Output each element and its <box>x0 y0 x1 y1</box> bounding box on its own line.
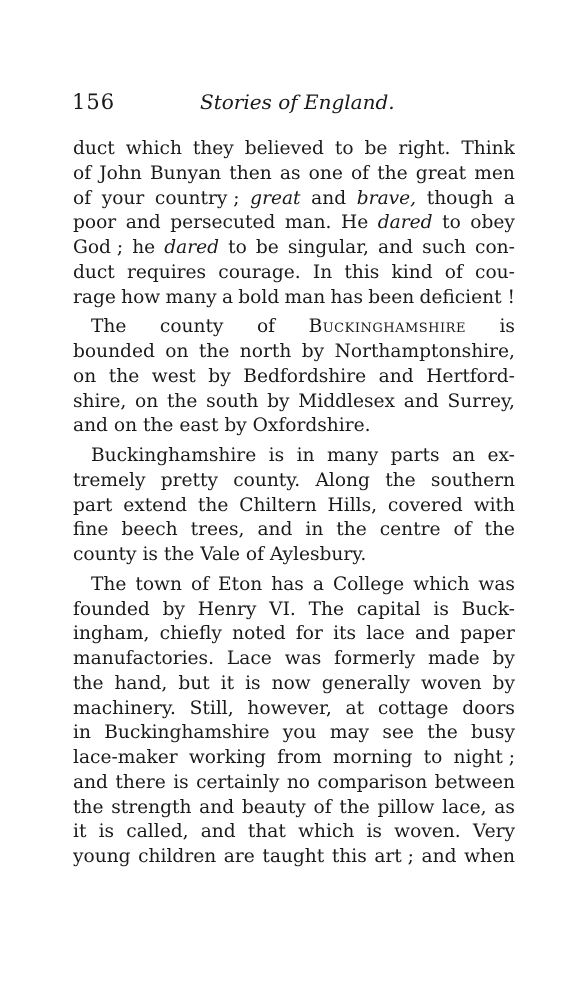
word: by <box>492 648 515 669</box>
word: it <box>220 672 235 694</box>
word: and <box>257 519 293 541</box>
word: Still, <box>189 697 234 719</box>
word: has <box>271 573 304 595</box>
body-text <box>73 137 515 870</box>
word: taught <box>262 846 325 867</box>
word: duct <box>73 138 115 159</box>
word: pretty <box>160 469 218 491</box>
text-line <box>73 340 515 365</box>
text-line <box>73 236 515 261</box>
word: of <box>73 187 92 209</box>
word: Henry <box>197 598 257 620</box>
word: capital <box>356 598 421 620</box>
word: Bunyan <box>149 162 222 184</box>
word: persecuted <box>170 212 276 234</box>
word: the <box>197 494 229 516</box>
word: and <box>378 365 414 387</box>
word: lace, <box>442 796 487 818</box>
word: there <box>115 771 166 793</box>
word: children <box>138 846 217 867</box>
word: by <box>162 598 186 620</box>
word: a <box>503 187 515 209</box>
word: this <box>344 261 380 283</box>
word: courage. <box>218 261 301 283</box>
word: a <box>312 573 324 595</box>
word: woven <box>420 672 482 694</box>
word: extend <box>123 494 188 516</box>
word: hand, <box>114 672 168 694</box>
word: beauty <box>241 796 306 818</box>
word: Very <box>472 821 515 843</box>
word: on <box>73 365 97 387</box>
word: singular, <box>287 237 369 258</box>
word: God ; <box>73 237 124 258</box>
word: Hills, <box>327 494 378 516</box>
word: was <box>284 648 322 669</box>
word: which <box>125 138 182 159</box>
word: rage <box>73 286 116 308</box>
word: busy <box>471 722 515 744</box>
text-line <box>73 187 515 212</box>
text-line <box>73 390 515 415</box>
text-line <box>73 162 515 187</box>
word: great <box>415 162 467 184</box>
word: many <box>327 445 379 466</box>
word: In <box>312 261 333 283</box>
word: is <box>433 598 449 620</box>
word: ingham, <box>73 623 150 645</box>
word: the <box>427 722 458 744</box>
text-line <box>73 820 515 845</box>
word: machinery. <box>73 697 176 719</box>
word: is <box>173 771 189 793</box>
word: brave, <box>356 187 417 209</box>
word: is <box>499 316 515 338</box>
word: may <box>329 722 370 744</box>
word: of <box>256 316 276 338</box>
text-line <box>73 261 515 286</box>
word: con- <box>475 237 515 258</box>
word: the <box>108 365 140 387</box>
word: how <box>121 286 161 308</box>
word: art ; <box>374 846 414 867</box>
text-line <box>73 845 515 870</box>
word: morning <box>332 747 413 768</box>
word: obey <box>470 212 515 234</box>
word: in <box>73 722 91 744</box>
word: pillow <box>377 796 435 818</box>
word: lace <box>366 623 405 645</box>
word: founded <box>73 598 150 620</box>
word: then <box>229 162 272 184</box>
word: College <box>332 573 405 595</box>
word: from <box>277 747 322 768</box>
text-line <box>73 647 515 672</box>
word: cottage <box>377 697 449 719</box>
word: in <box>296 445 315 466</box>
word: county is the Vale of Aylesbury. <box>73 544 367 565</box>
word: now <box>271 672 311 694</box>
word: the <box>484 519 515 541</box>
word: kind <box>391 261 433 283</box>
word: shire, <box>73 390 127 412</box>
word: such <box>422 237 466 258</box>
word: town <box>135 573 182 595</box>
word: though <box>426 187 494 209</box>
word: The <box>91 573 127 595</box>
word: county <box>159 316 224 338</box>
word: Eton <box>218 573 263 595</box>
text-line <box>73 211 515 236</box>
word: of <box>73 162 92 184</box>
word: ex- <box>487 445 515 466</box>
word: formerly <box>334 648 416 669</box>
text-line <box>73 573 515 598</box>
word: and <box>378 237 413 258</box>
word: west <box>151 365 196 387</box>
word: and <box>199 796 235 818</box>
word: however, <box>247 697 332 719</box>
word: called, <box>126 821 189 843</box>
text-line <box>73 543 515 568</box>
text-line <box>73 469 515 494</box>
word: between <box>434 771 515 793</box>
word: in <box>305 519 324 541</box>
word: that <box>247 821 286 843</box>
word: was <box>478 573 515 595</box>
word: when <box>464 846 515 867</box>
word: but <box>178 672 210 694</box>
word: great <box>250 187 301 209</box>
text-line <box>73 672 515 697</box>
text-line <box>73 444 515 469</box>
word: strength <box>111 796 192 818</box>
word: the <box>73 796 104 818</box>
word: believed <box>244 138 324 159</box>
word: a <box>221 286 234 308</box>
word: you <box>282 722 317 744</box>
text-line <box>73 771 515 796</box>
word: one <box>308 162 343 184</box>
word: southern <box>430 469 515 491</box>
text-line <box>73 286 515 311</box>
word: to <box>423 747 443 768</box>
text-line <box>73 518 515 543</box>
word: of <box>350 162 370 184</box>
word: bold <box>238 286 280 308</box>
word: young <box>73 846 131 867</box>
text-line <box>73 796 515 821</box>
word: many <box>165 286 217 308</box>
text-line <box>73 365 515 390</box>
word: woven. <box>394 821 461 843</box>
word: and <box>73 771 108 793</box>
word: Surrey, <box>447 390 515 412</box>
word: of <box>453 519 472 541</box>
word: south <box>206 390 259 412</box>
word: to <box>228 237 247 258</box>
word: Buckinghamshire <box>308 316 466 338</box>
word: night ; <box>453 747 515 768</box>
word: with <box>473 494 515 516</box>
word: comparison <box>317 771 428 793</box>
word: Chiltern <box>239 494 317 516</box>
word: the <box>339 796 370 818</box>
word: generally <box>321 672 410 694</box>
word: has <box>330 286 364 308</box>
word: right. <box>398 138 451 159</box>
word: dared <box>164 237 220 258</box>
text-line <box>73 598 515 623</box>
word: dared <box>377 212 433 234</box>
word: duct <box>73 261 115 283</box>
word: Buckinghamshire <box>104 722 270 744</box>
text-line <box>73 721 515 746</box>
word: beech <box>121 519 178 541</box>
running-title: Stories of England. <box>200 90 395 114</box>
word: John <box>99 162 142 184</box>
word: The <box>308 598 344 620</box>
word: this <box>331 846 367 867</box>
word: is <box>268 445 285 466</box>
word: is <box>98 821 115 843</box>
word: no <box>286 771 310 793</box>
word: deficient ! <box>419 286 515 308</box>
word: be <box>255 237 279 258</box>
word: is <box>245 672 261 694</box>
text-line <box>73 137 515 162</box>
word: to <box>442 212 461 234</box>
word: man <box>284 286 326 308</box>
word: He <box>341 212 369 234</box>
text-line <box>73 697 515 722</box>
word: centre <box>379 519 441 541</box>
word: on <box>165 341 189 362</box>
word: bounded <box>73 341 155 362</box>
word: on <box>135 390 159 412</box>
word: requires <box>126 261 207 283</box>
word: the <box>73 672 104 694</box>
word: and <box>125 212 161 234</box>
word: poor <box>73 212 117 234</box>
word: chiefly <box>159 623 222 645</box>
text-line <box>73 746 515 771</box>
word: see <box>382 722 414 744</box>
text-line <box>73 414 515 439</box>
word: tremely <box>73 469 146 491</box>
word: fine <box>73 519 109 541</box>
word: your <box>101 187 145 209</box>
word: an <box>452 445 476 466</box>
text-line <box>73 315 515 340</box>
word: working <box>188 747 266 768</box>
word: Lace <box>226 648 272 669</box>
word: cou- <box>475 261 515 283</box>
word: VI. <box>269 598 296 620</box>
word: its <box>333 623 357 645</box>
word: as <box>279 162 301 184</box>
word: are <box>223 846 255 867</box>
word: doors <box>462 697 515 719</box>
word: by <box>492 672 515 694</box>
page-number: 156 <box>72 90 116 114</box>
word: men <box>474 162 515 184</box>
word: parts <box>390 445 440 466</box>
word: north <box>239 341 292 362</box>
word: is <box>366 821 382 843</box>
word: and <box>414 623 450 645</box>
word: by <box>301 341 325 362</box>
word: made <box>428 648 480 669</box>
word: covered <box>387 494 463 516</box>
word: the <box>336 519 367 541</box>
word: Northamptonshire, <box>334 341 515 362</box>
word: and <box>200 821 236 843</box>
word: and on the east by Oxfordshire. <box>73 415 371 437</box>
word: by <box>208 365 231 387</box>
word: of <box>444 261 463 283</box>
word: Buck- <box>461 598 515 620</box>
word: for <box>295 623 323 645</box>
word: noted <box>232 623 286 645</box>
text-line <box>73 622 515 647</box>
word: country ; <box>154 187 240 209</box>
word: manufactories. <box>73 648 215 669</box>
word: they <box>192 138 234 159</box>
word: the <box>377 162 408 184</box>
word: Hertford- <box>426 365 515 387</box>
word: be <box>364 138 388 159</box>
word: Along <box>315 469 370 491</box>
word: which <box>413 573 470 595</box>
word: as <box>494 796 515 818</box>
page-header <box>72 90 517 120</box>
word: certainly <box>196 771 280 793</box>
word: been <box>368 286 415 308</box>
word: and <box>311 187 347 209</box>
word: of <box>190 573 210 595</box>
word: The <box>91 316 127 338</box>
word: Buckinghamshire <box>91 445 257 466</box>
text-line <box>73 494 515 519</box>
word: the <box>198 341 230 362</box>
word: the <box>166 390 198 412</box>
word: by <box>267 390 290 412</box>
word: he <box>132 237 156 258</box>
word: and <box>403 390 439 412</box>
word: Middlesex <box>298 390 396 412</box>
word: Think <box>461 138 515 159</box>
word: to <box>334 138 354 159</box>
word: part <box>73 494 113 516</box>
word: the <box>385 469 416 491</box>
word: at <box>345 697 365 719</box>
word: it <box>73 821 87 843</box>
word: lace-maker <box>73 747 178 768</box>
word: paper <box>460 623 515 645</box>
word: Bedfordshire <box>243 365 367 387</box>
word: of <box>313 796 332 818</box>
word: which <box>298 821 355 843</box>
word: and <box>421 846 457 867</box>
word: county. <box>233 469 301 491</box>
word: man. <box>284 212 332 234</box>
word: trees, <box>190 519 245 541</box>
